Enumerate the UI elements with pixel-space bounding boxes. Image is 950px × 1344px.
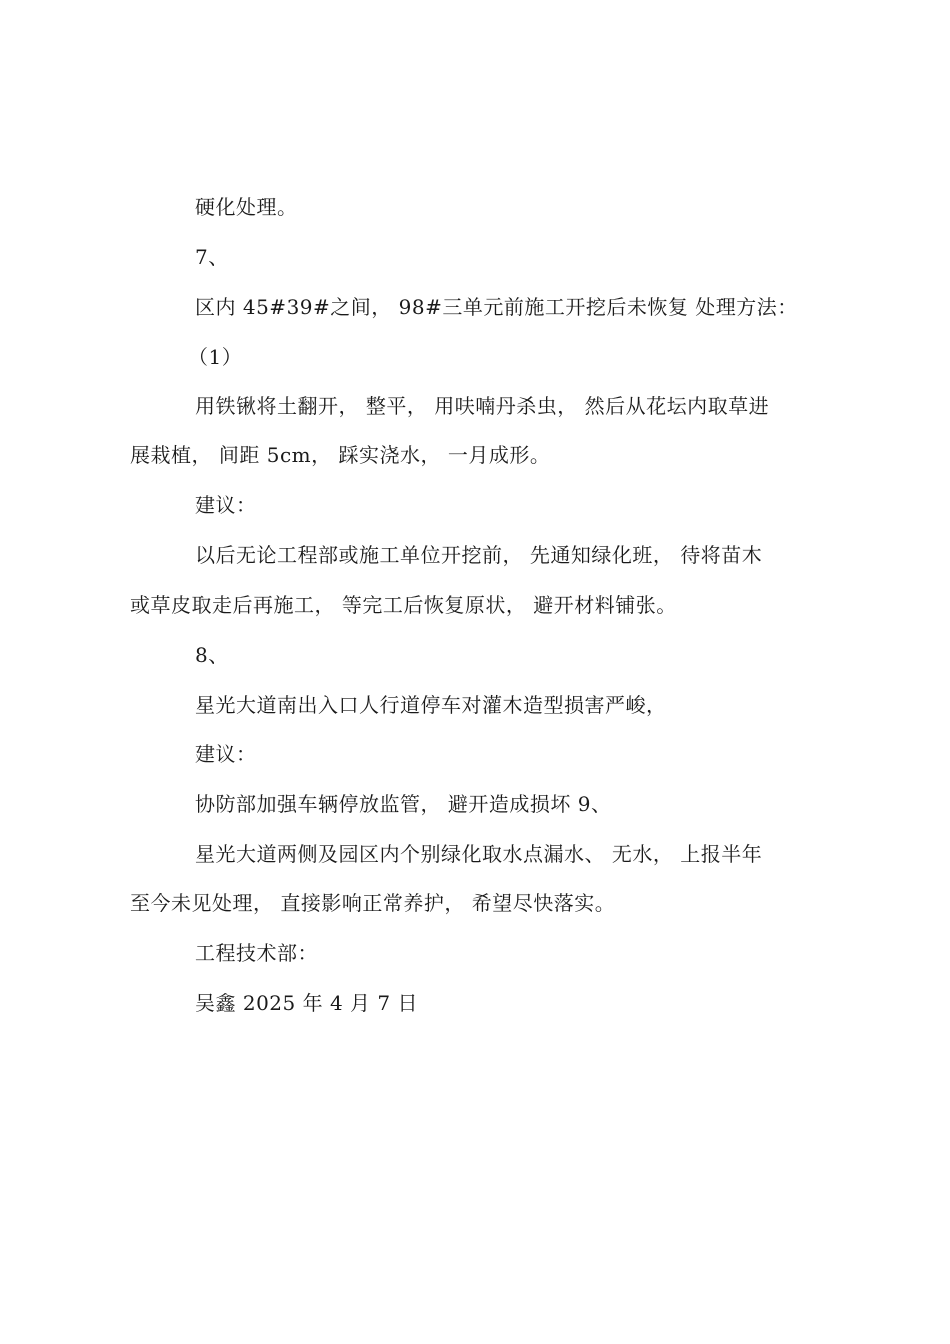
item-number-7: 7、 xyxy=(195,245,229,269)
text-line-9: 或草皮取走后再施工， 等完工后恢复原状， 避开材料铺张。 xyxy=(130,593,677,617)
text-line-15: 至今未见处理， 直接影响正常养护， 希望尽快落实。 xyxy=(130,891,616,915)
text-line-1: 硬化处理。 xyxy=(195,195,298,219)
text-line-8: 以后无论工程部或施工单位开挖前， 先通知绿化班， 待将苗木 xyxy=(195,543,763,567)
author-date: 吴鑫 2025 年 4 月 7 日 xyxy=(195,991,418,1015)
text-line-3: 区内 45#39#之间， 98#三单元前施工开挖后未恢复 处理方法： xyxy=(195,295,798,319)
suggestion-label-2: 建议： xyxy=(195,742,257,766)
item-number-8: 8、 xyxy=(195,643,229,667)
sub-item-1: （1） xyxy=(188,345,243,369)
department-signature: 工程技术部： xyxy=(195,941,318,965)
text-line-5: 用铁锹将土翻开， 整平， 用呋喃丹杀虫， 然后从花坛内取草进 xyxy=(195,394,770,418)
text-line-6: 展栽植， 间距 5cm， 踩实浇水， 一月成形。 xyxy=(130,443,551,467)
text-line-13: 协防部加强车辆停放监管， 避开造成损坏 9、 xyxy=(195,792,612,816)
suggestion-label-1: 建议： xyxy=(195,493,257,517)
text-line-14: 星光大道两侧及园区内个别绿化取水点漏水、 无水， 上报半年 xyxy=(195,842,763,866)
text-line-11: 星光大道南出入口人行道停车对灌木造型损害严峻， xyxy=(195,693,667,717)
